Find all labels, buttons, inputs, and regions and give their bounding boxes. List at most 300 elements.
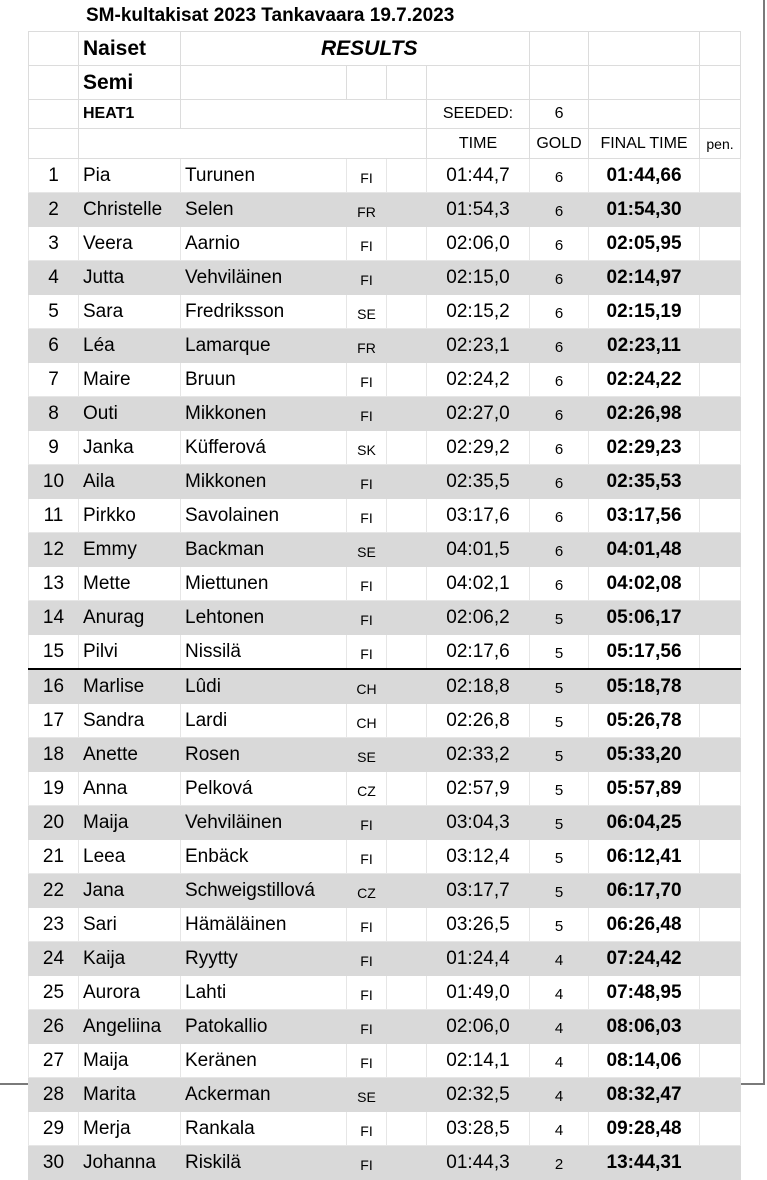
last-name-cell: Ackerman bbox=[181, 1078, 347, 1112]
time-cell: 02:15,0 bbox=[427, 261, 530, 295]
first-name-cell: Merja bbox=[79, 1112, 181, 1146]
country-cell: FI bbox=[347, 806, 387, 840]
blank-cell bbox=[387, 1078, 427, 1112]
last-name-cell: Fredriksson bbox=[181, 295, 347, 329]
time-cell: 02:06,2 bbox=[427, 601, 530, 635]
table-row bbox=[29, 193, 741, 227]
last-name-cell: Mikkonen bbox=[181, 465, 347, 499]
table-row bbox=[29, 635, 741, 670]
last-name-cell: Bruun bbox=[181, 363, 347, 397]
gold-cell: 5 bbox=[530, 874, 589, 908]
country-cell: FI bbox=[347, 397, 387, 431]
final-time-cell: 05:06,17 bbox=[589, 601, 700, 635]
last-name-cell: Lûdi bbox=[181, 669, 347, 704]
table-row bbox=[29, 533, 741, 567]
header-blank bbox=[589, 32, 700, 66]
final-time-cell: 08:32,47 bbox=[589, 1078, 700, 1112]
penalty-cell bbox=[700, 431, 741, 465]
last-name-cell: Riskilä bbox=[181, 1146, 347, 1180]
gold-cell: 4 bbox=[530, 1078, 589, 1112]
time-cell: 02:06,0 bbox=[427, 1010, 530, 1044]
blank-cell bbox=[387, 976, 427, 1010]
position-cell: 7 bbox=[29, 363, 79, 397]
time-cell: 02:29,2 bbox=[427, 431, 530, 465]
time-cell: 01:54,3 bbox=[427, 193, 530, 227]
last-name-cell: Rosen bbox=[181, 738, 347, 772]
table-row bbox=[29, 704, 741, 738]
time-cell: 02:18,8 bbox=[427, 669, 530, 704]
blank-cell bbox=[387, 227, 427, 261]
table-row bbox=[29, 601, 741, 635]
penalty-cell bbox=[700, 1146, 741, 1180]
table-row bbox=[29, 295, 741, 329]
header-blank bbox=[589, 100, 700, 129]
first-name-cell: Maire bbox=[79, 363, 181, 397]
blank-cell bbox=[387, 601, 427, 635]
position-cell: 25 bbox=[29, 976, 79, 1010]
time-cell: 02:32,5 bbox=[427, 1078, 530, 1112]
position-cell: 17 bbox=[29, 704, 79, 738]
position-cell: 6 bbox=[29, 329, 79, 363]
header-blank bbox=[589, 66, 700, 100]
final-time-cell: 02:05,95 bbox=[589, 227, 700, 261]
position-cell: 3 bbox=[29, 227, 79, 261]
penalty-cell bbox=[700, 874, 741, 908]
country-cell: FI bbox=[347, 567, 387, 601]
first-name-cell: Marlise bbox=[79, 669, 181, 704]
final-time-cell: 02:24,22 bbox=[589, 363, 700, 397]
penalty-cell bbox=[700, 806, 741, 840]
header-blank bbox=[700, 32, 741, 66]
first-name-cell: Emmy bbox=[79, 533, 181, 567]
first-name-cell: Aila bbox=[79, 465, 181, 499]
blank-cell bbox=[387, 499, 427, 533]
gold-cell: 5 bbox=[530, 704, 589, 738]
time-cell: 02:24,2 bbox=[427, 363, 530, 397]
position-cell: 9 bbox=[29, 431, 79, 465]
country-cell: FI bbox=[347, 499, 387, 533]
blank-cell bbox=[387, 908, 427, 942]
penalty-cell bbox=[700, 840, 741, 874]
position-cell: 19 bbox=[29, 772, 79, 806]
final-time-cell: 05:57,89 bbox=[589, 772, 700, 806]
blank-cell bbox=[387, 533, 427, 567]
final-time-cell: 08:06,03 bbox=[589, 1010, 700, 1044]
penalty-cell bbox=[700, 295, 741, 329]
first-name-cell: Anna bbox=[79, 772, 181, 806]
first-name-cell: Christelle bbox=[79, 193, 181, 227]
country-cell: SE bbox=[347, 533, 387, 567]
country-cell: FI bbox=[347, 1112, 387, 1146]
position-cell: 4 bbox=[29, 261, 79, 295]
table-row bbox=[29, 159, 741, 193]
time-cell: 03:17,6 bbox=[427, 499, 530, 533]
gold-cell: 5 bbox=[530, 840, 589, 874]
first-name-cell: Marita bbox=[79, 1078, 181, 1112]
position-cell: 20 bbox=[29, 806, 79, 840]
heat-label: HEAT1 bbox=[79, 100, 181, 129]
gold-cell: 5 bbox=[530, 601, 589, 635]
time-cell: 02:14,1 bbox=[427, 1044, 530, 1078]
header-blank bbox=[427, 66, 530, 100]
blank-cell bbox=[387, 1010, 427, 1044]
penalty-cell bbox=[700, 635, 741, 670]
last-name-cell: Lamarque bbox=[181, 329, 347, 363]
category-label: Naiset bbox=[79, 32, 181, 66]
table-row bbox=[29, 1010, 741, 1044]
blank-cell bbox=[387, 1146, 427, 1180]
position-cell: 5 bbox=[29, 295, 79, 329]
gold-cell: 6 bbox=[530, 363, 589, 397]
first-name-cell: Maija bbox=[79, 806, 181, 840]
gold-cell: 5 bbox=[530, 738, 589, 772]
header-blank bbox=[700, 100, 741, 129]
last-name-cell: Lardi bbox=[181, 704, 347, 738]
country-cell: FI bbox=[347, 908, 387, 942]
country-cell: SE bbox=[347, 295, 387, 329]
gold-cell: 6 bbox=[530, 397, 589, 431]
first-name-cell: Jana bbox=[79, 874, 181, 908]
table-row bbox=[29, 227, 741, 261]
country-cell: CH bbox=[347, 704, 387, 738]
blank-cell bbox=[387, 261, 427, 295]
header-blank bbox=[29, 66, 79, 100]
position-cell: 24 bbox=[29, 942, 79, 976]
penalty-cell bbox=[700, 1078, 741, 1112]
gold-cell: 6 bbox=[530, 567, 589, 601]
table-row bbox=[29, 1112, 741, 1146]
country-cell: FI bbox=[347, 1010, 387, 1044]
country-cell: FR bbox=[347, 193, 387, 227]
time-cell: 03:04,3 bbox=[427, 806, 530, 840]
blank-cell bbox=[387, 806, 427, 840]
gold-cell: 4 bbox=[530, 1010, 589, 1044]
column-header-final-time: FINAL TIME bbox=[589, 129, 700, 159]
final-time-cell: 07:24,42 bbox=[589, 942, 700, 976]
table-row bbox=[29, 1044, 741, 1078]
blank-cell bbox=[387, 465, 427, 499]
seeded-value: 6 bbox=[530, 100, 589, 129]
blank-cell bbox=[387, 329, 427, 363]
time-cell: 04:02,1 bbox=[427, 567, 530, 601]
gold-cell: 4 bbox=[530, 1112, 589, 1146]
gold-cell: 6 bbox=[530, 295, 589, 329]
table-row bbox=[29, 942, 741, 976]
gold-cell: 6 bbox=[530, 193, 589, 227]
first-name-cell: Anurag bbox=[79, 601, 181, 635]
penalty-cell bbox=[700, 397, 741, 431]
table-row bbox=[29, 499, 741, 533]
last-name-cell: Nissilä bbox=[181, 635, 347, 670]
gold-cell: 6 bbox=[530, 499, 589, 533]
country-cell: CZ bbox=[347, 772, 387, 806]
table-row bbox=[29, 261, 741, 295]
page-title: SM-kultakisat 2023 Tankavaara 19.7.2023 bbox=[86, 5, 455, 26]
position-cell: 2 bbox=[29, 193, 79, 227]
final-time-cell: 02:23,11 bbox=[589, 329, 700, 363]
first-name-cell: Mette bbox=[79, 567, 181, 601]
position-cell: 28 bbox=[29, 1078, 79, 1112]
table-row bbox=[29, 874, 741, 908]
last-name-cell: Hämäläinen bbox=[181, 908, 347, 942]
header-blank bbox=[530, 66, 589, 100]
gold-cell: 4 bbox=[530, 976, 589, 1010]
blank-cell bbox=[387, 669, 427, 704]
final-time-cell: 06:26,48 bbox=[589, 908, 700, 942]
position-cell: 13 bbox=[29, 567, 79, 601]
blank-cell bbox=[387, 295, 427, 329]
header-blank bbox=[29, 129, 79, 159]
final-time-cell: 05:17,56 bbox=[589, 635, 700, 670]
last-name-cell: Patokallio bbox=[181, 1010, 347, 1044]
last-name-cell: Küfferová bbox=[181, 431, 347, 465]
time-cell: 04:01,5 bbox=[427, 533, 530, 567]
blank-cell bbox=[387, 431, 427, 465]
penalty-cell bbox=[700, 193, 741, 227]
blank-cell bbox=[387, 193, 427, 227]
time-cell: 02:17,6 bbox=[427, 635, 530, 670]
final-time-cell: 02:15,19 bbox=[589, 295, 700, 329]
table-row bbox=[29, 669, 741, 704]
penalty-cell bbox=[700, 669, 741, 704]
penalty-cell bbox=[700, 704, 741, 738]
last-name-cell: Vehviläinen bbox=[181, 261, 347, 295]
position-cell: 1 bbox=[29, 159, 79, 193]
final-time-cell: 06:17,70 bbox=[589, 874, 700, 908]
position-cell: 15 bbox=[29, 635, 79, 670]
time-cell: 02:57,9 bbox=[427, 772, 530, 806]
time-cell: 02:33,2 bbox=[427, 738, 530, 772]
gold-cell: 6 bbox=[530, 431, 589, 465]
first-name-cell: Kaija bbox=[79, 942, 181, 976]
country-cell: SE bbox=[347, 738, 387, 772]
penalty-cell bbox=[700, 465, 741, 499]
position-cell: 12 bbox=[29, 533, 79, 567]
first-name-cell: Anette bbox=[79, 738, 181, 772]
gold-cell: 6 bbox=[530, 227, 589, 261]
penalty-cell bbox=[700, 601, 741, 635]
first-name-cell: Outi bbox=[79, 397, 181, 431]
gold-cell: 6 bbox=[530, 261, 589, 295]
penalty-cell bbox=[700, 533, 741, 567]
blank-cell bbox=[387, 635, 427, 670]
penalty-cell bbox=[700, 908, 741, 942]
header-blank bbox=[29, 100, 79, 129]
position-cell: 22 bbox=[29, 874, 79, 908]
country-cell: FI bbox=[347, 976, 387, 1010]
country-cell: FI bbox=[347, 465, 387, 499]
column-header-pen: pen. bbox=[700, 129, 741, 159]
penalty-cell bbox=[700, 772, 741, 806]
last-name-cell: Pelková bbox=[181, 772, 347, 806]
final-time-cell: 02:29,23 bbox=[589, 431, 700, 465]
gold-cell: 5 bbox=[530, 635, 589, 670]
first-name-cell: Maija bbox=[79, 1044, 181, 1078]
blank-cell bbox=[387, 567, 427, 601]
first-name-cell: Janka bbox=[79, 431, 181, 465]
time-cell: 03:12,4 bbox=[427, 840, 530, 874]
header-blank bbox=[387, 66, 427, 100]
blank-cell bbox=[387, 874, 427, 908]
country-cell: FI bbox=[347, 601, 387, 635]
position-cell: 26 bbox=[29, 1010, 79, 1044]
penalty-cell bbox=[700, 1112, 741, 1146]
first-name-cell: Veera bbox=[79, 227, 181, 261]
header-blank bbox=[181, 100, 427, 129]
time-cell: 01:24,4 bbox=[427, 942, 530, 976]
country-cell: FI bbox=[347, 942, 387, 976]
table-row bbox=[29, 465, 741, 499]
gold-cell: 5 bbox=[530, 669, 589, 704]
position-cell: 14 bbox=[29, 601, 79, 635]
header-blank bbox=[79, 129, 427, 159]
time-cell: 03:26,5 bbox=[427, 908, 530, 942]
table-row bbox=[29, 806, 741, 840]
gold-cell: 6 bbox=[530, 159, 589, 193]
position-cell: 10 bbox=[29, 465, 79, 499]
table-row bbox=[29, 1078, 741, 1112]
position-cell: 29 bbox=[29, 1112, 79, 1146]
first-name-cell: Léa bbox=[79, 329, 181, 363]
country-cell: CZ bbox=[347, 874, 387, 908]
blank-cell bbox=[387, 1044, 427, 1078]
first-name-cell: Leea bbox=[79, 840, 181, 874]
penalty-cell bbox=[700, 942, 741, 976]
final-time-cell: 06:12,41 bbox=[589, 840, 700, 874]
table-row bbox=[29, 976, 741, 1010]
blank-cell bbox=[387, 397, 427, 431]
first-name-cell: Aurora bbox=[79, 976, 181, 1010]
position-cell: 21 bbox=[29, 840, 79, 874]
results-table bbox=[28, 31, 741, 1180]
penalty-cell bbox=[700, 1010, 741, 1044]
last-name-cell: Aarnio bbox=[181, 227, 347, 261]
penalty-cell bbox=[700, 738, 741, 772]
first-name-cell: Angeliina bbox=[79, 1010, 181, 1044]
last-name-cell: Ryytty bbox=[181, 942, 347, 976]
time-cell: 02:23,1 bbox=[427, 329, 530, 363]
final-time-cell: 03:17,56 bbox=[589, 499, 700, 533]
time-cell: 03:28,5 bbox=[427, 1112, 530, 1146]
blank-cell bbox=[387, 772, 427, 806]
gold-cell: 5 bbox=[530, 806, 589, 840]
penalty-cell bbox=[700, 567, 741, 601]
penalty-cell bbox=[700, 159, 741, 193]
time-cell: 01:49,0 bbox=[427, 976, 530, 1010]
final-time-cell: 05:26,78 bbox=[589, 704, 700, 738]
position-cell: 30 bbox=[29, 1146, 79, 1180]
last-name-cell: Vehviläinen bbox=[181, 806, 347, 840]
position-cell: 27 bbox=[29, 1044, 79, 1078]
first-name-cell: Sara bbox=[79, 295, 181, 329]
country-cell: FI bbox=[347, 159, 387, 193]
country-cell: SE bbox=[347, 1078, 387, 1112]
first-name-cell: Pirkko bbox=[79, 499, 181, 533]
header-blank bbox=[700, 66, 741, 100]
column-header-gold: GOLD bbox=[530, 129, 589, 159]
blank-cell bbox=[387, 704, 427, 738]
round-label: Semi bbox=[79, 66, 181, 100]
country-cell: FI bbox=[347, 840, 387, 874]
last-name-cell: Miettunen bbox=[181, 567, 347, 601]
time-cell: 01:44,3 bbox=[427, 1146, 530, 1180]
seeded-label: SEEDED: bbox=[427, 100, 530, 129]
final-time-cell: 13:44,31 bbox=[589, 1146, 700, 1180]
blank-cell bbox=[387, 738, 427, 772]
blank-cell bbox=[387, 159, 427, 193]
country-cell: FI bbox=[347, 635, 387, 670]
country-cell: FI bbox=[347, 1044, 387, 1078]
first-name-cell: Sari bbox=[79, 908, 181, 942]
last-name-cell: Lahti bbox=[181, 976, 347, 1010]
table-row bbox=[29, 431, 741, 465]
time-cell: 02:26,8 bbox=[427, 704, 530, 738]
time-cell: 02:35,5 bbox=[427, 465, 530, 499]
gold-cell: 5 bbox=[530, 772, 589, 806]
penalty-cell bbox=[700, 1044, 741, 1078]
header-blank bbox=[181, 66, 347, 100]
table-row bbox=[29, 772, 741, 806]
gold-cell: 4 bbox=[530, 942, 589, 976]
country-cell: FI bbox=[347, 1146, 387, 1180]
country-cell: FI bbox=[347, 363, 387, 397]
penalty-cell bbox=[700, 261, 741, 295]
position-cell: 11 bbox=[29, 499, 79, 533]
gold-cell: 6 bbox=[530, 533, 589, 567]
last-name-cell: Keränen bbox=[181, 1044, 347, 1078]
results-label: RESULTS bbox=[181, 32, 530, 66]
final-time-cell: 04:01,48 bbox=[589, 533, 700, 567]
table-row bbox=[29, 363, 741, 397]
last-name-cell: Selen bbox=[181, 193, 347, 227]
final-time-cell: 05:33,20 bbox=[589, 738, 700, 772]
header-blank bbox=[29, 32, 79, 66]
blank-cell bbox=[387, 840, 427, 874]
first-name-cell: Pilvi bbox=[79, 635, 181, 670]
table-row bbox=[29, 397, 741, 431]
time-cell: 01:44,7 bbox=[427, 159, 530, 193]
position-cell: 8 bbox=[29, 397, 79, 431]
last-name-cell: Mikkonen bbox=[181, 397, 347, 431]
penalty-cell bbox=[700, 227, 741, 261]
blank-cell bbox=[387, 1112, 427, 1146]
header-blank bbox=[347, 66, 387, 100]
final-time-cell: 06:04,25 bbox=[589, 806, 700, 840]
country-cell: CH bbox=[347, 669, 387, 704]
table-row bbox=[29, 329, 741, 363]
blank-cell bbox=[387, 942, 427, 976]
final-time-cell: 05:18,78 bbox=[589, 669, 700, 704]
table-row bbox=[29, 567, 741, 601]
last-name-cell: Backman bbox=[181, 533, 347, 567]
table-row bbox=[29, 840, 741, 874]
final-time-cell: 02:35,53 bbox=[589, 465, 700, 499]
first-name-cell: Pia bbox=[79, 159, 181, 193]
table-row bbox=[29, 908, 741, 942]
final-time-cell: 02:14,97 bbox=[589, 261, 700, 295]
country-cell: FI bbox=[347, 227, 387, 261]
last-name-cell: Turunen bbox=[181, 159, 347, 193]
first-name-cell: Jutta bbox=[79, 261, 181, 295]
gold-cell: 5 bbox=[530, 908, 589, 942]
gold-cell: 6 bbox=[530, 465, 589, 499]
time-cell: 03:17,7 bbox=[427, 874, 530, 908]
first-name-cell: Sandra bbox=[79, 704, 181, 738]
country-cell: SK bbox=[347, 431, 387, 465]
country-cell: FR bbox=[347, 329, 387, 363]
penalty-cell bbox=[700, 329, 741, 363]
final-time-cell: 07:48,95 bbox=[589, 976, 700, 1010]
